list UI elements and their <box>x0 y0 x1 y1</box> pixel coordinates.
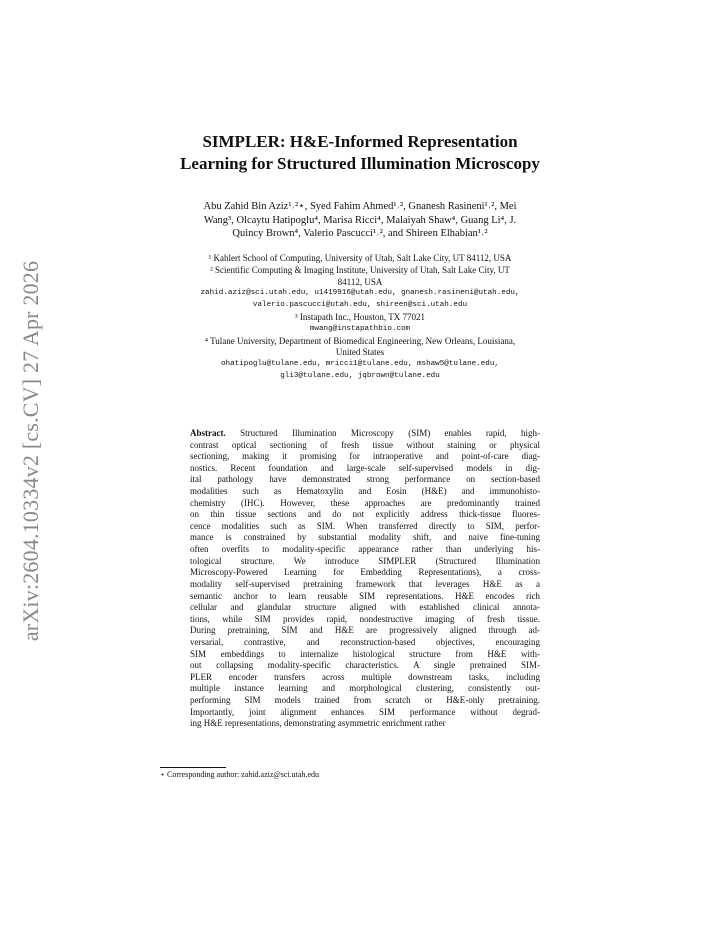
authors-line-2: Wang³, Olcaytu Hatipoglu⁴, Marisa Ricci⁴, Malaiyah Shaw⁴, Guang Li⁴, J. <box>203 214 517 226</box>
affiliation-2-line-2: 84112, USA <box>337 276 383 287</box>
abstract-line <box>190 428 540 440</box>
abstract-line <box>190 498 540 510</box>
authors-line-1: Abu Zahid Bin Aziz¹˒²⋆, Syed Fahim Ahmed¹˒², Gnanesh Rasineni¹˒², Mei <box>203 201 517 212</box>
abstract-line-text: Importantly, joint alignment enhances SIM performance without degrad- <box>190 706 540 717</box>
abstract-line-text: cence modalities such as SIM. When transferred directly to SIM, perfor- <box>190 520 540 531</box>
abstract-line <box>190 649 540 661</box>
affiliation-1: ¹ Kahlert School of Computing, University of Utah, Salt Lake City, UT 84112, USA <box>208 253 512 263</box>
affiliation-3: ³ Instapath Inc., Houston, TX 77021 <box>294 311 426 322</box>
abstract-line-text: modality self-supervised pretraining framework that leverages H&E as a <box>190 578 540 589</box>
abstract-line-text: tions, while SIM provides rapid, nondestructive imaging of fresh tissue. <box>190 613 540 624</box>
abstract-line <box>190 567 540 579</box>
abstract-line-text: SIM embeddings to internalize histological structure from H&E with- <box>190 648 540 659</box>
abstract-line-text: contrast optical sectioning of fresh tissue without staining or physical <box>190 439 540 450</box>
abstract-line-text: often overfits to modality-specific appearance rather than underlying his- <box>190 544 540 555</box>
abstract-line-text: nostics. Recent foundation and large-scale self-supervised models in dig- <box>190 462 540 473</box>
abstract-line <box>190 486 540 498</box>
abstract-line-text: During pretraining, SIM and H&E are progressively aligned through ad- <box>190 625 540 636</box>
title-line-1: SIMPLER: H&E-Informed Representation <box>202 132 518 151</box>
arxiv-identifier-sidebar <box>8 258 54 644</box>
abstract-line <box>190 637 540 649</box>
affiliation-2-line-1: ² Scientific Computing & Imaging Institute, University of Utah, Salt Lake City, UT <box>210 264 510 275</box>
title-line-2: Learning for Structured Illumination Microscopy <box>180 154 540 173</box>
authors-line-3: Quincy Brown⁴, Valerio Pascucci¹˒², and Shireen Elhabian¹˒² <box>232 228 488 239</box>
utah-emails-line-1: zahid.aziz@sci.utah.edu, u1419916@utah.edu, gnanesh.rasineni@utah.edu, <box>200 289 520 298</box>
abstract-line <box>190 509 540 521</box>
abstract-line-text: ing H&E representations, demonstrating asymmetric enrichment rather <box>190 718 446 729</box>
abstract-line <box>190 579 540 591</box>
abstract-line-text: chemistry (IHC). However, these approaches are predominantly trained <box>190 497 540 508</box>
abstract-line-text: modalities such as Hematoxylin and Eosin (H&E) and immunohisto- <box>190 486 540 497</box>
abstract-line <box>190 474 540 486</box>
abstract-line <box>190 718 540 730</box>
abstract-line <box>190 683 540 695</box>
abstract-line-text: versarial, contrastive, and reconstruction-based objectives, encouraging <box>190 636 540 647</box>
tulane-emails-line-1: ohatipoglu@tulane.edu, mricci1@tulane.edu, mshaw5@tulane.edu, <box>221 360 499 369</box>
corresponding-author-footnote: ⋆ Corresponding author: zahid.aziz@sci.utah.edu <box>160 770 319 779</box>
abstract-line <box>190 695 540 707</box>
tulane-emails-line-2: gli3@tulane.edu, jqbrown@tulane.edu <box>280 371 440 380</box>
abstract-line-text: multiple instance learning and morphological clustering, consistently out- <box>190 683 540 694</box>
abstract-line <box>190 591 540 603</box>
author-list <box>160 200 560 241</box>
abstract-line <box>190 521 540 533</box>
arxiv-id-text: arXiv:2604.10334v2 [cs.CV] 27 Apr 2026 <box>18 260 43 642</box>
abstract-line-text: cellular and glandular structure aligned with established clinical annota- <box>190 602 540 613</box>
abstract-line <box>190 660 540 672</box>
abstract-heading: Abstract. <box>190 428 226 438</box>
abstract-line <box>190 440 540 452</box>
abstract-line <box>190 556 540 568</box>
abstract-line-text: performing SIM models trained from scratch or H&E-only pretraining. <box>190 695 540 706</box>
abstract-line <box>190 544 540 556</box>
abstract-line-text: Microscopy-Powered Learning for Embedding Representations), a cross- <box>190 567 540 578</box>
abstract-line <box>190 707 540 719</box>
abstract-line-text: semantic anchor to learn reusable SIM representations. H&E encodes rich <box>190 590 540 601</box>
affiliation-4-line-1: ⁴ Tulane University, Department of Biomedical Engineering, New Orleans, Louisiana, <box>204 335 516 346</box>
abstract-line-text: on thin tissue sections and do not explicitly address thick-tissue fluores- <box>190 509 540 520</box>
affiliations-block <box>150 253 570 383</box>
affiliation-4-line-2: United States <box>335 347 385 358</box>
abstract-line-text: Structured Illumination Microscopy (SIM) enables rapid, high- <box>240 428 540 438</box>
abstract-line <box>190 532 540 544</box>
abstract-section <box>190 428 540 730</box>
abstract-line-text: mance is constrained by substantial modality shift, and naive fine-tuning <box>190 532 540 543</box>
abstract-line-text: sectioning, making it promising for intraoperative and point-of-care diag- <box>190 451 540 462</box>
abstract-line-text: PLER encoder transfers across multiple downstream tasks, including <box>190 671 540 682</box>
abstract-line <box>190 451 540 463</box>
abstract-line <box>190 614 540 626</box>
abstract-line-text: tological structure. We introduce SIMPLER (Structured Illumination <box>190 555 540 566</box>
abstract-line <box>190 463 540 475</box>
paper-title <box>140 131 580 175</box>
abstract-line <box>190 672 540 684</box>
abstract-line-text: ital pathology have demonstrated strong performance on section-based <box>190 474 540 485</box>
abstract-line <box>190 625 540 637</box>
abstract-line-text: out collapsing modality-specific characteristics. A single pretrained SIM- <box>190 660 540 671</box>
instapath-email: mwang@instapathbio.com <box>309 324 411 333</box>
abstract-line <box>190 602 540 614</box>
footnote-divider <box>160 767 226 768</box>
utah-emails-line-2: valerio.pascucci@utah.edu, shireen@sci.utah.edu <box>252 301 468 310</box>
